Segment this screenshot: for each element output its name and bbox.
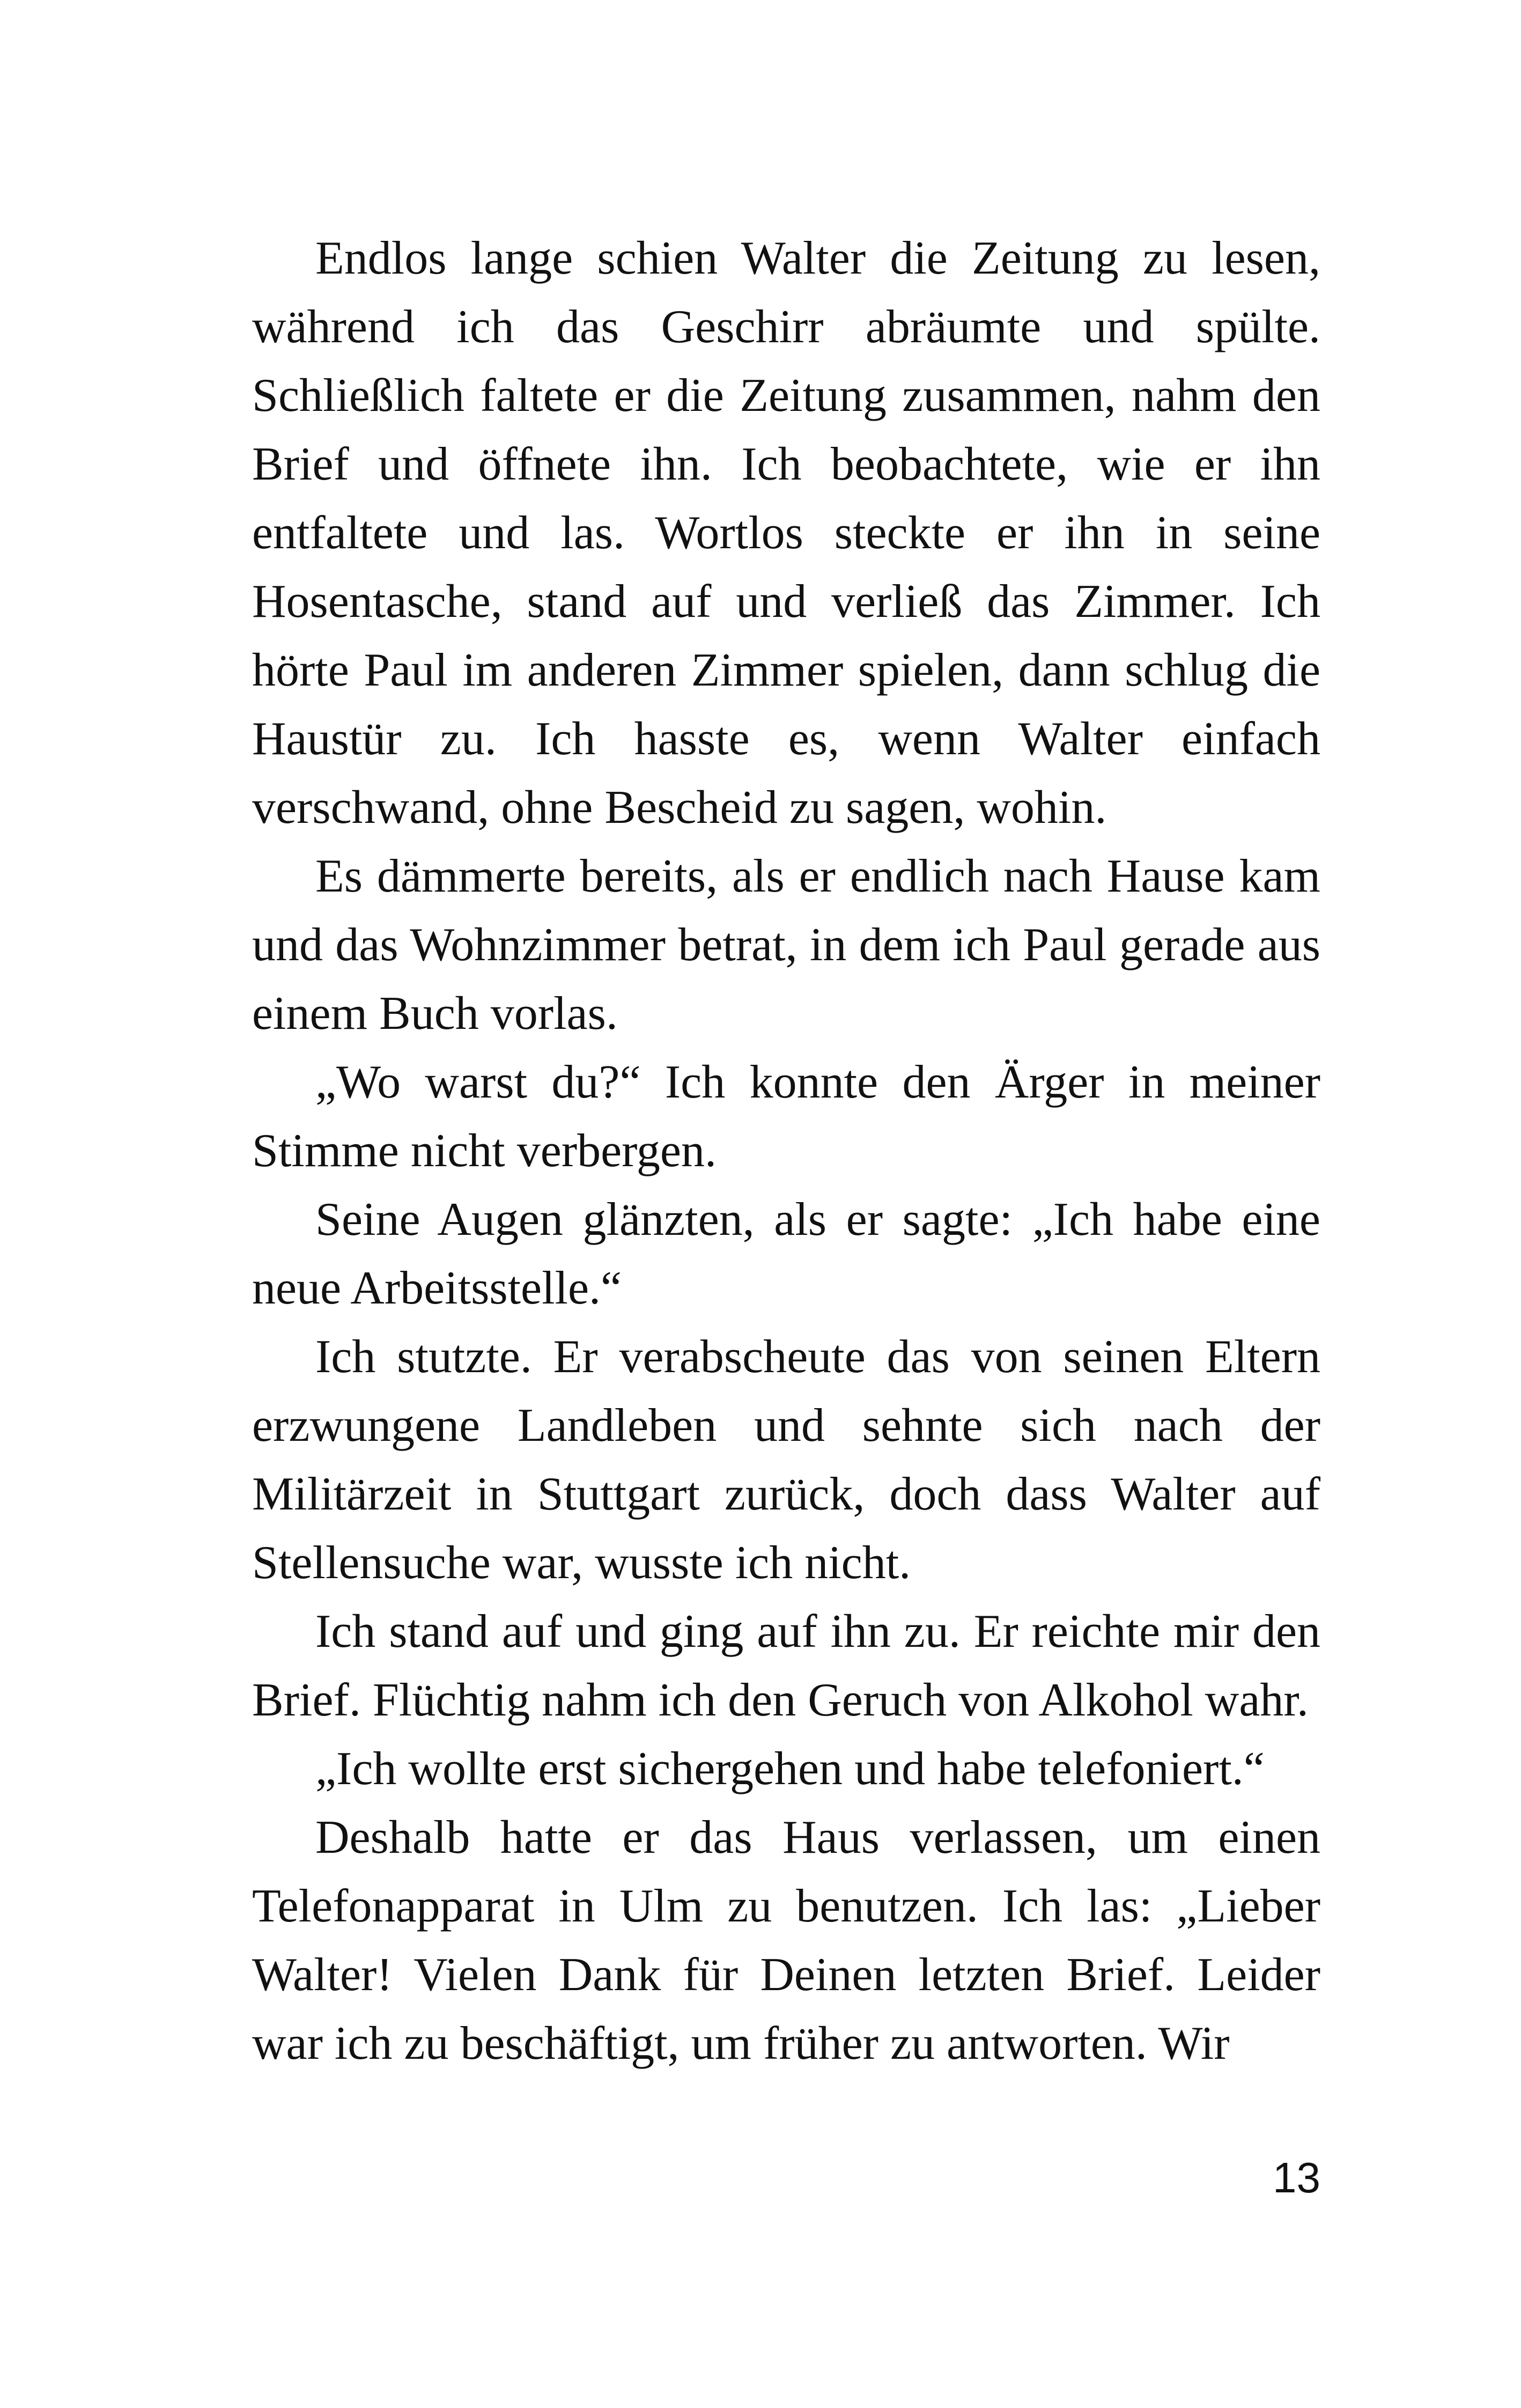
page-number: 13 [1273,2154,1320,2201]
paragraph: Seine Augen glänzten, als er sagte: „Ich habe eine neue Arbeitsstelle.“ [252,1194,1320,1314]
paragraph: Ich stutzte. Er verabscheute das von seinen Eltern erzwungene Landleben und sehnte sich nach der Militärzeit in Stuttgart zurück, doch dass Walter auf Stellensuche war, wusste ich nicht. [252,1331,1320,1589]
paragraph: Es dämmerte bereits, als er endlich nach Hause kam und das Wohnzimmer betrat, in dem ich Paul gerade aus einem Buch vorlas. [252,850,1320,1040]
paragraph: „Ich wollte erst sichergehen und habe telefoniert.“ [315,1743,1265,1795]
paragraph: „Wo warst du?“ Ich konnte den Ärger in meiner Stimme nicht verbergen. [252,1056,1320,1177]
body-text [252,224,1320,2078]
paragraph: Ich stand auf und ging auf ihn zu. Er reichte mir den Brief. Flüchtig nahm ich den Geruch von Alkohol wahr. [252,1606,1320,1726]
paragraph: Endlos lange schien Walter die Zeitung zu lesen, während ich das Geschirr abräumte und spülte. Schließlich faltete er die Zeitung zusammen, nahm den Brief und öffnete ihn. Ich beobachtete, wie er ihn entfaltete und las. Wortlos steckte er ihn in seine Hosentasche, stand auf und verließ das Zimmer. Ich hörte Paul im anderen Zimmer spielen, dann schlug die Haustür zu. Ich hasste es, wenn Walter einfach verschwand, ohne Bescheid zu sagen, wohin. [252,232,1320,834]
paragraph: Deshalb hatte er das Haus verlassen, um einen Telefonapparat in Ulm zu benutzen. Ich las: „Lieber Walter! Vielen Dank für Deinen letzten Brief. Leider war ich zu beschäftigt, um früher zu antworten. Wir [252,1811,1320,2070]
